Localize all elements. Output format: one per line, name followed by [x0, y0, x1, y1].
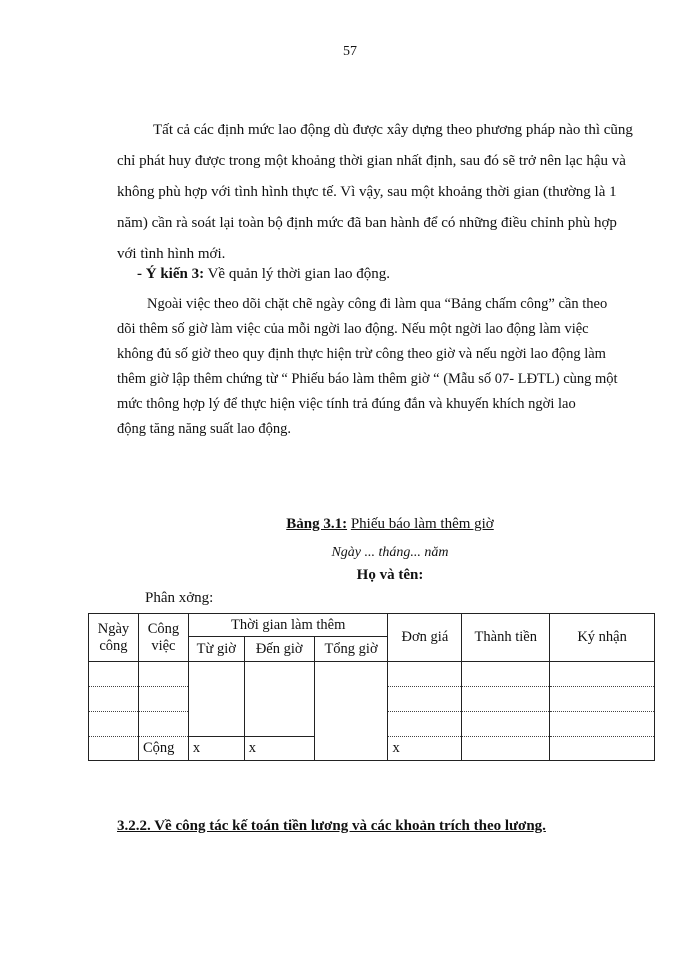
paragraph-line: mức thông hợp lý để thực hiện việc tính trả đúng đắn và khuyến khích ngời lao — [117, 396, 576, 412]
total-to: x — [244, 737, 314, 761]
table-cell — [550, 737, 655, 761]
table-cell — [462, 737, 550, 761]
header-work: Công việc — [138, 614, 188, 662]
opinion-text: Về quản lý thời gian lao động. — [207, 266, 391, 282]
table-cell — [138, 687, 188, 712]
table-cell — [138, 662, 188, 687]
table-row — [89, 662, 655, 687]
table-cell — [462, 687, 550, 712]
table-cell — [388, 712, 462, 737]
table-cell — [188, 662, 244, 737]
table-cell — [550, 687, 655, 712]
section-heading: 3.2.2. Về công tác kế toán tiền lương và các khoản trích theo lương. — [117, 818, 546, 834]
header-unit-price: Đơn giá — [388, 614, 462, 662]
table-caption-text: Phiếu báo làm thêm giờ — [350, 516, 494, 532]
table-cell — [89, 712, 139, 737]
overtime-table — [88, 613, 655, 761]
table-name-line: Họ và tên: — [356, 567, 424, 583]
paragraph-line: dõi thêm số giờ làm việc của mỗi ngời lao động. Nếu một ngời lao động làm việc — [117, 321, 589, 337]
total-label: Cộng — [138, 737, 188, 761]
paragraph-norms — [117, 115, 670, 270]
paragraph-time-management — [117, 292, 670, 442]
table-workshop-line: Phân xởng: — [145, 590, 214, 606]
header-total: Tổng giờ — [314, 637, 388, 662]
page-number: 57 — [343, 44, 357, 59]
paragraph-line: Tất cả các định mức lao động dù được xây dựng theo phương pháp nào thì cũng — [153, 122, 633, 138]
total-unit-price: x — [388, 737, 462, 761]
table-cell — [462, 662, 550, 687]
table-cell — [388, 662, 462, 687]
header-day: Ngày công — [89, 614, 139, 662]
header-to: Đến giờ — [244, 637, 314, 662]
opinion-3 — [137, 266, 390, 283]
paragraph-line: năm) cần rà soát lại toàn bộ định mức đã ban hành để có những điều chỉnh phù hợp — [117, 215, 617, 231]
header-signature: Ký nhận — [550, 614, 655, 662]
table-cell — [138, 712, 188, 737]
table-cell — [89, 687, 139, 712]
table-cell — [244, 662, 314, 737]
paragraph-line: chỉ phát huy được trong một khoảng thời gian nhất định, sau đó sẽ trở nên lạc hậu và — [117, 153, 626, 169]
table-cell — [550, 712, 655, 737]
table-cell — [314, 662, 388, 761]
table-cell — [89, 737, 139, 761]
header-amount: Thành tiền — [462, 614, 550, 662]
opinion-label: - Ý kiến 3: — [137, 266, 205, 282]
paragraph-line: không phù hợp với tình hình thực tế. Vì vậy, sau một khoảng thời gian (thường là 1 — [117, 184, 617, 200]
total-from: x — [188, 737, 244, 761]
table-cell — [462, 712, 550, 737]
paragraph-line: không đủ số giờ theo quy định thực hiện trừ công theo giờ và nếu ngời lao động làm — [117, 346, 606, 362]
paragraph-line: thêm giờ lập thêm chứng từ “ Phiếu báo làm thêm giờ “ (Mẫu số 07- LĐTL) cùng một — [117, 371, 618, 387]
header-overtime: Thời gian làm thêm — [188, 614, 388, 637]
paragraph-line: Ngoài việc theo dõi chặt chẽ ngày công đi làm qua “Bảng chấm công” cần theo — [147, 296, 608, 312]
table-cell — [550, 662, 655, 687]
table-cell — [388, 687, 462, 712]
table-cell — [89, 662, 139, 687]
paragraph-line: với tình hình mới. — [117, 246, 226, 262]
table-caption — [0, 516, 700, 533]
table-date-line: Ngày ... tháng... năm — [331, 545, 449, 560]
paragraph-line: động tăng năng suất lao động. — [117, 421, 291, 437]
table-caption-label: Bảng 3.1: — [286, 516, 348, 532]
header-from: Từ giờ — [188, 637, 244, 662]
